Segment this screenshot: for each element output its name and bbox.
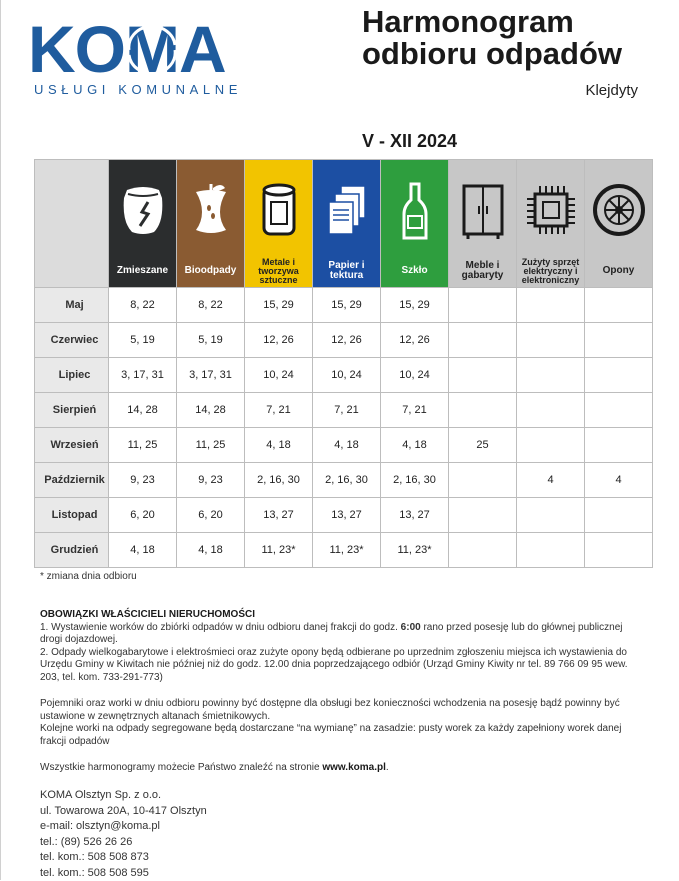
- table-row: [35, 498, 653, 533]
- logo-word: KOMA: [28, 14, 226, 84]
- date-cell: 13, 27: [245, 498, 313, 533]
- date-cell: [449, 533, 517, 568]
- date-cell: 6, 20: [177, 498, 245, 533]
- date-cell: [449, 463, 517, 498]
- date-cell: 2, 16, 30: [245, 463, 313, 498]
- month-label: Czerwiec: [35, 323, 109, 358]
- company-email[interactable]: e-mail: olsztyn@koma.pl: [40, 819, 207, 835]
- location-name: Klejdyty: [585, 82, 638, 99]
- date-cell: [449, 323, 517, 358]
- date-cell: 3, 17, 31: [109, 358, 177, 393]
- date-cell: 2, 16, 30: [313, 463, 381, 498]
- date-cell: 15, 29: [245, 288, 313, 323]
- table-row: [35, 463, 653, 498]
- date-cell: 12, 26: [313, 323, 381, 358]
- category-header-elektro: [517, 160, 585, 288]
- date-cell: [517, 498, 585, 533]
- date-cell: [585, 498, 653, 533]
- table-row: [35, 288, 653, 323]
- date-cell: 7, 21: [381, 393, 449, 428]
- schedule-table: [34, 159, 653, 568]
- category-label: Opony: [587, 255, 650, 287]
- date-cell: [517, 323, 585, 358]
- date-cell: 8, 22: [109, 288, 177, 323]
- date-cell: 7, 21: [313, 393, 381, 428]
- month-label: Listopad: [35, 498, 109, 533]
- chip-icon: [523, 182, 579, 238]
- page-title: Harmonogram odbioru odpadów: [362, 6, 622, 70]
- category-header-zmieszane: [109, 160, 177, 288]
- category-header-papier: [313, 160, 381, 288]
- date-cell: [585, 428, 653, 463]
- date-cell: 15, 29: [313, 288, 381, 323]
- table-row: [35, 358, 653, 393]
- date-cell: 4, 18: [177, 533, 245, 568]
- company-phone: tel.: (89) 526 26 26: [40, 835, 207, 851]
- month-label: Sierpień: [35, 393, 109, 428]
- date-cell: [585, 358, 653, 393]
- category-label: Papier i tektura: [315, 255, 378, 287]
- website-line: Wszystkie harmonogramy możecie Państwo znaleźć na stronie www.koma.pl.: [40, 762, 630, 775]
- obligation-item-1: 1. Wystawienie worków do zbiórki odpadów w dniu odbioru danej frakcji do godz. 6:00 rano przed posesję lub do głównej publicznej drogi dojazdowej.: [40, 622, 630, 647]
- obligations-section: [40, 609, 630, 775]
- obligations-heading: OBOWIĄZKI WŁAŚCICIELI NIERUCHOMOŚCI: [40, 609, 630, 622]
- can-icon: [259, 182, 299, 238]
- date-cell: 11, 23*: [313, 533, 381, 568]
- table-corner: [35, 160, 109, 288]
- date-cell: 2, 16, 30: [381, 463, 449, 498]
- date-cell: 3, 17, 31: [177, 358, 245, 393]
- date-cell: [585, 288, 653, 323]
- date-cell: [585, 323, 653, 358]
- date-cell: 11, 25: [177, 428, 245, 463]
- logo-swirl-icon: [123, 25, 181, 75]
- footnote: * zmiana dnia odbioru: [40, 571, 137, 582]
- date-cell: 4, 18: [109, 533, 177, 568]
- date-cell: [449, 498, 517, 533]
- date-cell: [449, 288, 517, 323]
- containers-paragraph: Pojemniki oraz worki w dniu odbioru powinny być dostępne dla obsługi bez konieczności wchodzenia na posesję bądź powinny być ustawione w zewnętrznych altanach śmietnikowych.: [40, 698, 630, 723]
- company-name: KOMA Olsztyn Sp. z o.o.: [40, 788, 207, 804]
- date-cell: [517, 533, 585, 568]
- apple-core-icon: [188, 182, 234, 240]
- company-address: ul. Towarowa 20A, 10-417 Olsztyn: [40, 804, 207, 820]
- category-label: Meble i gabaryty: [451, 255, 514, 287]
- date-cell: 9, 23: [177, 463, 245, 498]
- date-cell: 4, 18: [313, 428, 381, 463]
- date-cell: 14, 28: [109, 393, 177, 428]
- category-label: Szkło: [383, 255, 446, 287]
- category-header-szklo: [381, 160, 449, 288]
- month-label: Październik: [35, 463, 109, 498]
- month-label: Grudzień: [35, 533, 109, 568]
- date-cell: [517, 428, 585, 463]
- date-cell: 6, 20: [109, 498, 177, 533]
- date-cell: [517, 393, 585, 428]
- date-cell: 7, 21: [245, 393, 313, 428]
- schedule-period: V - XII 2024: [362, 131, 457, 152]
- date-cell: [517, 288, 585, 323]
- date-cell: 5, 19: [109, 323, 177, 358]
- date-cell: 15, 29: [381, 288, 449, 323]
- category-label: Metale i tworzywa sztuczne: [247, 255, 310, 287]
- contact-block: [40, 788, 207, 881]
- date-cell: 10, 24: [313, 358, 381, 393]
- date-cell: 12, 26: [245, 323, 313, 358]
- company-mobile-1: tel. kom.: 508 508 873: [40, 850, 207, 866]
- date-cell: 9, 23: [109, 463, 177, 498]
- table-row: [35, 323, 653, 358]
- date-cell: [449, 393, 517, 428]
- category-header-opony: [585, 160, 653, 288]
- table-row: [35, 533, 653, 568]
- category-label: Bioodpady: [179, 255, 242, 287]
- bottle-icon: [400, 182, 430, 242]
- date-cell: 11, 25: [109, 428, 177, 463]
- tire-icon: [591, 182, 647, 238]
- trash-can-icon: [118, 182, 168, 238]
- paper-icon: [325, 182, 369, 238]
- company-mobile-2: tel. kom.: 508 508 595: [40, 866, 207, 881]
- table-header-row: [35, 160, 653, 288]
- website-link[interactable]: www.koma.pl: [322, 762, 386, 773]
- month-label: Wrzesień: [35, 428, 109, 463]
- date-cell: 12, 26: [381, 323, 449, 358]
- obligation-item-2: 2. Odpady wielkogabarytowe i elektrośmieci oraz zużyte opony będą odbierane po uprzednim zgłoszeniu miejsca ich wystawienia do Urzędu Gminy w Kiwitach nie później niż do godz. 12.00 dnia poprzedzającego odbiór (Urząd Gminy Kiwity nr tel. 89 766 09 95 wew. 203, tel. kom. 733-291-773): [40, 647, 630, 685]
- date-cell: [585, 533, 653, 568]
- page-edge-line: [0, 0, 1, 880]
- date-cell: 10, 24: [381, 358, 449, 393]
- category-header-bioodpady: [177, 160, 245, 288]
- date-cell: 5, 19: [177, 323, 245, 358]
- date-cell: 8, 22: [177, 288, 245, 323]
- date-cell: 4: [517, 463, 585, 498]
- date-cell: [585, 393, 653, 428]
- category-label: Zużyty sprzęt elektryczny i elektroniczny: [519, 255, 582, 287]
- bags-paragraph: Kolejne worki na odpady segregowane będą dostarczane “na wymianę” na zasadzie: pusty worek za każdy zapełniony worek danej frakcji odpadów: [40, 723, 630, 748]
- wardrobe-icon: [460, 182, 506, 240]
- date-cell: 11, 23*: [245, 533, 313, 568]
- date-cell: 13, 27: [313, 498, 381, 533]
- date-cell: 4, 18: [381, 428, 449, 463]
- table-row: [35, 393, 653, 428]
- category-header-meble: [449, 160, 517, 288]
- date-cell: 25: [449, 428, 517, 463]
- category-label: Zmieszane: [111, 255, 174, 287]
- date-cell: 13, 27: [381, 498, 449, 533]
- date-cell: [517, 358, 585, 393]
- table-row: [35, 428, 653, 463]
- date-cell: 11, 23*: [381, 533, 449, 568]
- date-cell: 4: [585, 463, 653, 498]
- date-cell: [449, 358, 517, 393]
- koma-logo: [28, 14, 298, 100]
- category-header-metale: [245, 160, 313, 288]
- date-cell: 14, 28: [177, 393, 245, 428]
- date-cell: 4, 18: [245, 428, 313, 463]
- month-label: Maj: [35, 288, 109, 323]
- logo-subtitle: USŁUGI KOMUNALNE: [34, 82, 296, 97]
- month-label: Lipiec: [35, 358, 109, 393]
- date-cell: 10, 24: [245, 358, 313, 393]
